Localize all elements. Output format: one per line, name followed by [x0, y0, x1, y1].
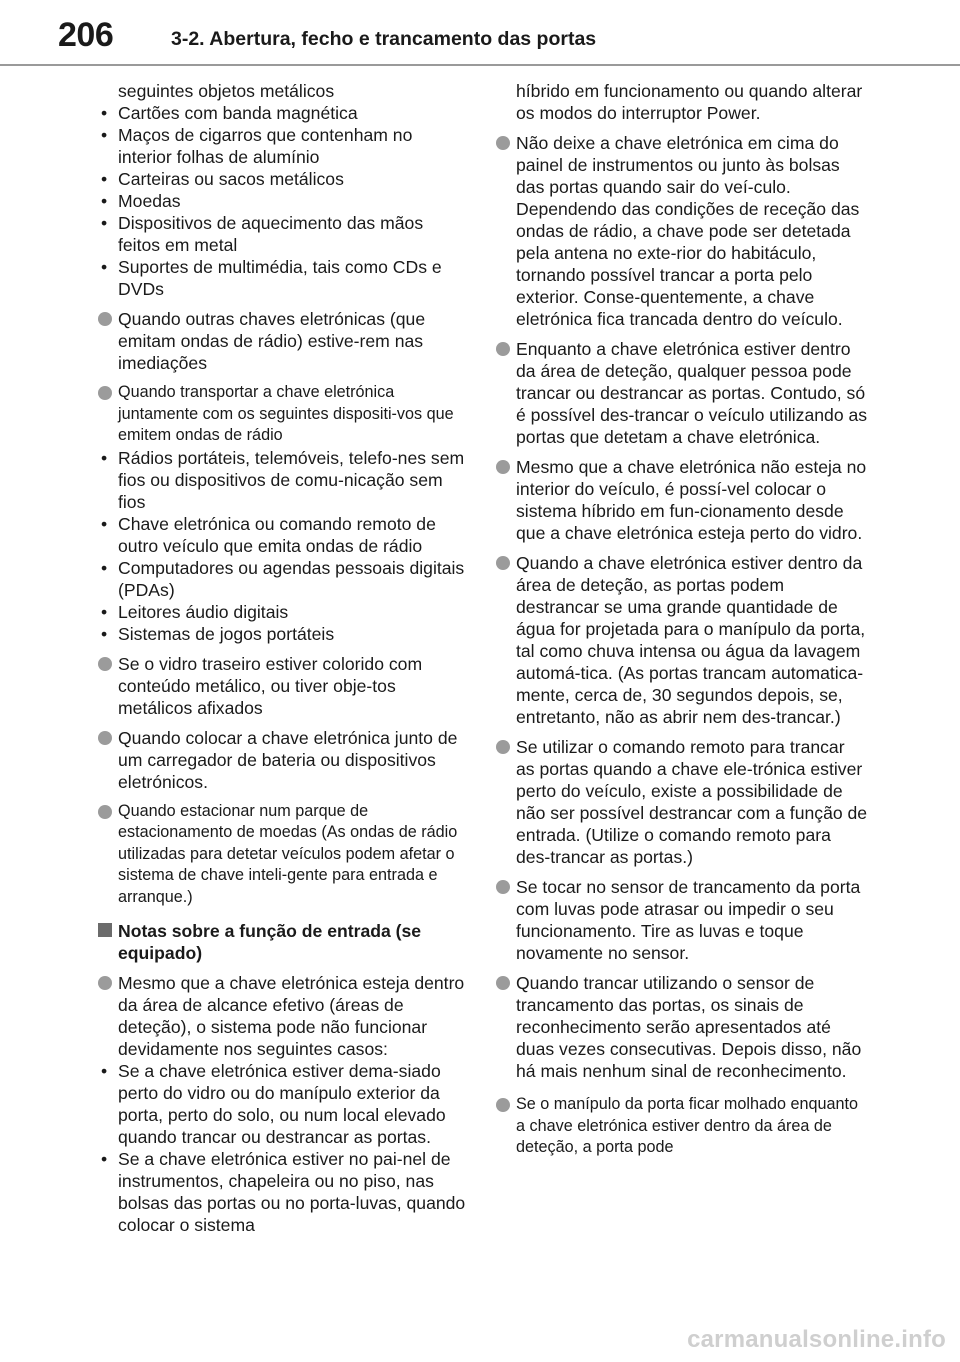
bullet-dot-icon: •	[101, 125, 108, 145]
circle-bullet-icon	[98, 312, 112, 326]
list-item: • Chave eletrónica ou comando remoto de outro veículo que emita ondas de rádio	[101, 513, 436, 556]
paragraph-item: Quando outras chaves eletrónicas (que emitam ondas de rádio) estive-rem nas imediações	[98, 308, 470, 374]
list-item: • Rádios portáteis, telemóveis, telefo-nes sem fios ou dispositivos de comu-nicação sem fios	[101, 447, 465, 512]
circle-bullet-icon	[496, 880, 510, 894]
list-item: • Leitores áudio digitais	[101, 601, 289, 622]
subsection-heading: Notas sobre a função de entrada (se equipado)	[98, 920, 470, 964]
circle-bullet-icon	[98, 657, 112, 671]
paragraph-item: Quando colocar a chave eletrónica junto de um carregador de bateria ou dispositivos eletrónicos.	[98, 727, 470, 793]
paragraph-item: Não deixe a chave eletrónica em cima do painel de instrumentos ou junto às bolsas das portas quando sair do veí-culo. Dependendo das condições de receção das ondas de rádio, a chave pode ser detetada pela antena no exte-rior do habitáculo, tornando possível trancar a porta pelo exterior. Conse-quentemente, a chave eletrónica fica trancada dentro do veículo.	[496, 132, 868, 330]
section-title: 3-2. Abertura, fecho e trancamento das portas	[171, 28, 597, 50]
bullet-dot-icon: •	[101, 191, 108, 211]
paragraph-item: Se o vidro traseiro estiver colorido com conteúdo metálico, ou tiver obje-tos metálicos afixados	[98, 653, 470, 719]
bullet-dot-icon: •	[101, 1149, 108, 1169]
paragraph-item: Quando a chave eletrónica estiver dentro da área de deteção, as portas podem destrancar se uma grande quantidade de água for projetada para o manípulo da porta, tal como chuva intensa ou água da lavagem automá-tica. (As portas trancam automatica-mente, cerca de, 30 segundos depois, se, entretanto, não as abrir nem des-trancar.)	[496, 552, 868, 728]
circle-bullet-icon	[496, 460, 510, 474]
list-item: • Suportes de multimédia, tais como CDs e DVDs	[101, 257, 442, 299]
list-item: • Dispositivos de aquecimento das mãos feitos em metal	[101, 213, 424, 255]
paragraph-item: Quando estacionar num parque de estacionamento de moedas (As ondas de rádio utilizadas para detetar veículos podem afetar o sistema de chave inteli-gente para entrada e arranque.)	[98, 801, 470, 909]
paragraph-item: Se o manípulo da porta ficar molhado enquanto a chave eletrónica estiver dentro da área de deteção, a porta pode	[496, 1094, 868, 1159]
right-column	[496, 80, 868, 1159]
list-item: • Sistemas de jogos portáteis	[101, 623, 335, 644]
paragraph-item: Quando trancar utilizando o sensor de trancamento das portas, os sinais de reconhecimento serão apresentados até duas vezes consecutivas. Depois disso, não há mais nenhum sinal de reconhecimento.	[496, 972, 868, 1082]
radio-devices-list	[98, 447, 470, 645]
list-item: • Cartões com banda magnética	[101, 103, 358, 123]
circle-bullet-icon	[98, 976, 112, 990]
circle-bullet-icon	[98, 731, 112, 745]
bullet-dot-icon: •	[101, 513, 108, 534]
circle-bullet-icon	[496, 1098, 510, 1112]
list-item: • Computadores ou agendas pessoais digitais (PDAs)	[101, 557, 465, 600]
continued-text: seguintes objetos metálicos	[118, 81, 335, 101]
circle-bullet-icon	[98, 805, 112, 819]
page-number: 206	[58, 16, 114, 54]
bullet-dot-icon: •	[101, 447, 108, 468]
entry-cases-list	[98, 1060, 470, 1236]
bullet-dot-icon: •	[101, 557, 108, 578]
paragraph-item: Mesmo que a chave eletrónica esteja dentro da área de alcance efetivo (áreas de deteção), o sistema pode não funcionar devidamente nos seguintes casos:	[98, 972, 470, 1060]
paragraph-item: Se tocar no sensor de trancamento da porta com luvas pode atrasar ou impedir o seu funcionamento. Tire as luvas e toque novamente no sensor.	[496, 876, 868, 964]
watermark: carmanualsonline.info	[687, 1326, 946, 1353]
paragraph-item: Mesmo que a chave eletrónica não esteja no interior do veículo, é possí-vel colocar o sistema híbrido em fun-cionamento desde que a chave eletrónica esteja perto do vidro.	[496, 456, 868, 544]
list-item: • Moedas	[101, 191, 181, 211]
left-column	[98, 80, 470, 1236]
bullet-dot-icon: •	[101, 213, 108, 233]
bullet-dot-icon: •	[101, 169, 108, 189]
list-item: • Se a chave eletrónica estiver no pai-nel de instrumentos, chapeleira ou no piso, nas bolsas das portas ou no porta-luvas, quando colocar o sistema	[101, 1149, 466, 1235]
paragraph-item: Quando transportar a chave eletrónica juntamente com os seguintes dispositi-vos que emitem ondas de rádio	[98, 382, 470, 447]
list-item: • Carteiras ou sacos metálicos	[101, 169, 344, 189]
circle-bullet-icon	[496, 976, 510, 990]
list-item: • Se a chave eletrónica estiver dema-siado perto do vidro ou do manípulo exterior da porta, perto do solo, ou num local elevado quando trancar ou destrancar as portas.	[101, 1061, 446, 1147]
header-divider	[0, 64, 960, 66]
page-header	[0, 0, 960, 66]
list-item: • Maços de cigarros que contenham no interior folhas de alumínio	[101, 125, 413, 167]
bullet-dot-icon: •	[101, 601, 108, 622]
paragraph-item: Enquanto a chave eletrónica estiver dentro da área de deteção, qualquer pessoa pode trancar ou destrancar as portas. Contudo, só é possível des-trancar o veículo utilizando as portas que detetam a chave eletrónica.	[496, 338, 868, 448]
metal-objects-list	[98, 102, 470, 300]
circle-bullet-icon	[496, 342, 510, 356]
bullet-dot-icon: •	[101, 623, 108, 644]
bullet-dot-icon: •	[101, 257, 108, 277]
square-bullet-icon	[98, 923, 112, 937]
paragraph-item: Se utilizar o comando remoto para trancar as portas quando a chave ele-trónica estiver perto do veículo, existe a possibilidade de não ser possível destrancar com a função de entrada. (Utilize o comando remoto para des-trancar as portas.)	[496, 736, 868, 868]
circle-bullet-icon	[496, 740, 510, 754]
continued-text: híbrido em funcionamento ou quando alterar os modos do interruptor Power.	[516, 81, 863, 123]
bullet-dot-icon: •	[101, 1061, 108, 1081]
bullet-dot-icon: •	[101, 103, 108, 123]
circle-bullet-icon	[496, 556, 510, 570]
circle-bullet-icon	[98, 386, 112, 400]
circle-bullet-icon	[496, 136, 510, 150]
